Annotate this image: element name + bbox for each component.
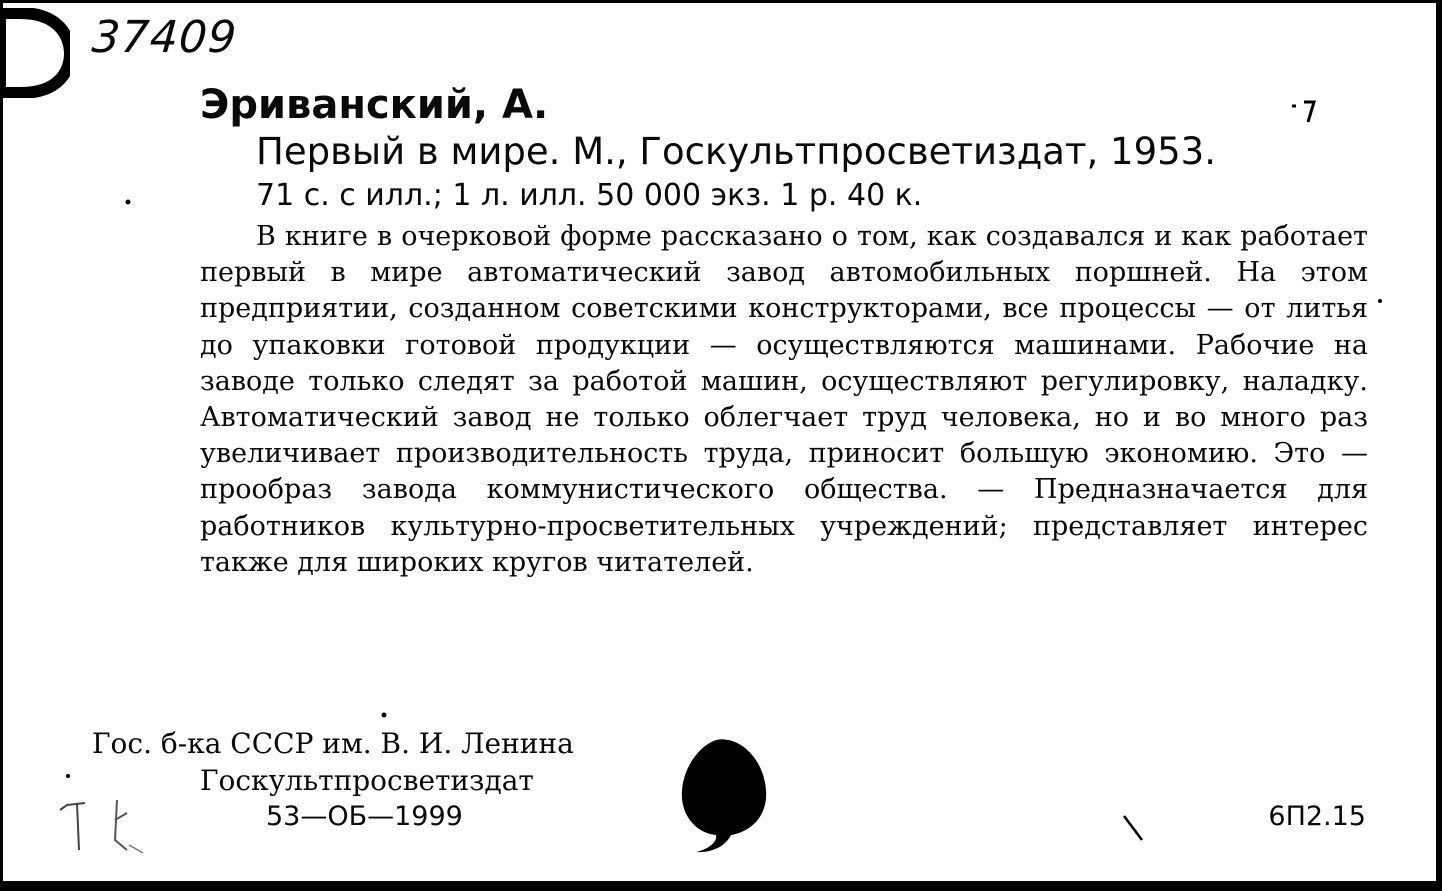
ink-blot xyxy=(676,735,771,855)
card-code: 53—ОБ—1999 xyxy=(266,801,463,832)
stray-mark xyxy=(1376,296,1384,306)
stray-mark xyxy=(1290,98,1320,126)
classification-index: 6П2.15 xyxy=(1268,801,1366,832)
pencil-annotation-mark xyxy=(55,795,155,860)
scan-border-bottom xyxy=(0,881,1442,891)
stray-mark xyxy=(124,198,132,206)
stray-mark xyxy=(380,710,388,720)
publisher-name: Госкультпросветиздат xyxy=(200,764,534,797)
annotation-text: В книге в очерковой форме рассказано о том, как создавался и как работает первый в мире автоматический завод автомобильных поршней. На этом предприятии, созданном советскими конструкторами, все процессы — от литья до упаковки готовой продукции — осуществляются машинами. Рабочие на заводе только следят за работой машин, осуществляют регулировку, наладку. Автоматический завод не только облегчает труд человека, но и во много раз увеличивает производительность труда, приносит большую экономию. Это — прообраз завода коммунистического общества. — Предназначается для работников культурно-просветительных учреждений; представляет интерес также для широких кругов читателей. xyxy=(200,221,1368,578)
physical-description: 71 с. с илл.; 1 л. илл. 50 000 экз. 1 р. 40 к. xyxy=(256,178,923,213)
library-name: Гос. б-ка СССР им. В. И. Ленина xyxy=(92,727,574,760)
title-imprint: Первый в мире. М., Госкультпросветиздат, 1953. xyxy=(256,130,1216,173)
stray-mark xyxy=(1122,814,1146,844)
punch-hole-mark xyxy=(0,8,70,98)
inventory-number: 37409 xyxy=(90,12,239,63)
author-heading: Эриванский, А. xyxy=(200,82,549,128)
scan-border-right xyxy=(1436,0,1442,891)
scan-border-top xyxy=(0,0,1442,3)
scan-border-left xyxy=(0,0,3,891)
stray-mark xyxy=(64,772,72,780)
